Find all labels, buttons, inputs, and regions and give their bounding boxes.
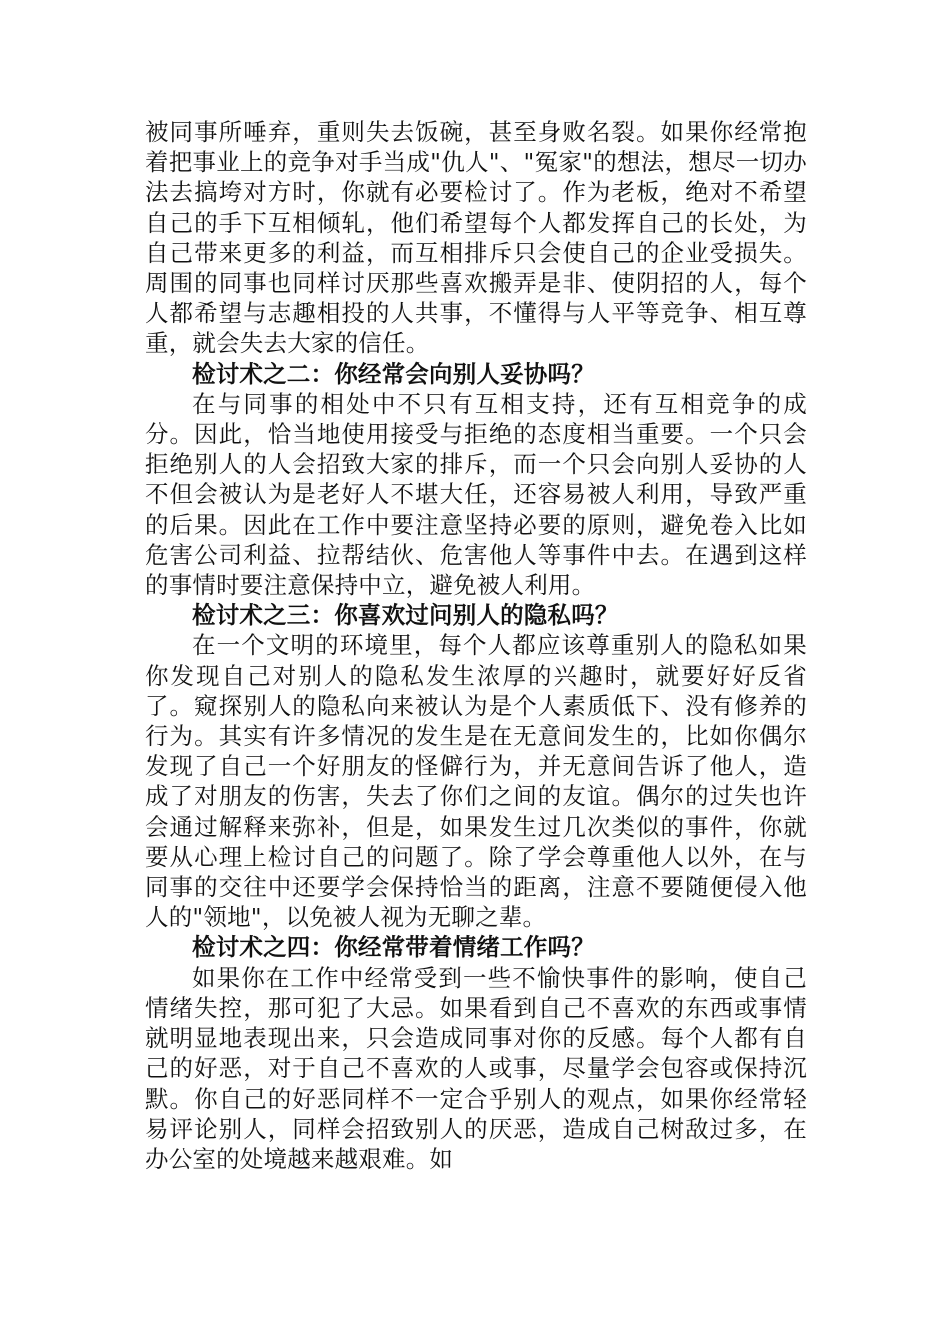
section-body-2: 在与同事的相处中不只有互相支持，还有互相竞争的成分。因此，恰当地使用接受与拒绝的态度相当重要。一个只会拒绝别人的人会招致大家的排斥，而一个只会向别人妥协的人不但会被认为是老好人不堪大任，还容易被人利用，导致严重的后果。因此在工作中要注意坚持必要的原则，避免卷入比如危害公司利益、拉帮结伙、危害他人等事件中去。在遇到这样的事情时要注意保持中立，避免被人利用。 (145, 389, 807, 600)
document-page (145, 117, 807, 1174)
section-heading-4: 检讨术之四：你经常带着情绪工作吗？ (192, 933, 595, 962)
section-heading-2: 检讨术之二：你经常会向别人妥协吗？ (192, 359, 595, 388)
section-body-3: 在一个文明的环境里，每个人都应该尊重别人的隐私如果你发现自己对别人的隐私发生浓厚的兴趣时，就要好好反省了。窥探别人的隐私向来被认为是个人素质低下、没有修养的行为。其实有许多情况的发生是在无意间发生的，比如你偶尔发现了自己一个好朋友的怪僻行为，并无意间告诉了他人，造成了对朋友的伤害，失去了你们之间的友谊。偶尔的过失也许会通过解释来弥补，但是，如果发生过几次类似的事件，你就要从心理上检讨自己的问题了。除了学会尊重他人以外，在与同事的交往中还要学会保持恰当的距离，注意不要随便侵入他人的"领地"，以免被人视为无聊之辈。 (145, 631, 807, 932)
section-body-4: 如果你在工作中经常受到一些不愉快事件的影响，使自己情绪失控，那可犯了大忌。如果看到自己不喜欢的东西或事情就明显地表现出来，只会造成同事对你的反感。每个人都有自己的好恶，对于自己不喜欢的人或事，尽量学会包容或保持沉默。你自己的好恶同样不一定合乎别人的观点，如果你经常轻易评论别人，同样会招致别人的厌恶，造成自己树敌过多，在办公室的处境越来越艰难。如 (145, 963, 807, 1173)
section-heading-3: 检讨术之三：你喜欢过问别人的隐私吗？ (192, 601, 619, 630)
intro-paragraph: 被同事所唾弃，重则失去饭碗，甚至身败名裂。如果你经常抱着把事业上的竞争对手当成"仇人"、"冤家"的想法，想尽一切办法去搞垮对方时，你就有必要检讨了。作为老板，绝对不希望自己的手下互相倾轧，他们希望每个人都发挥自己的长处，为自己带来更多的利益，而互相排斥只会使自己的企业受损失。周围的同事也同样讨厌那些喜欢搬弄是非、使阴招的人，每个人都希望与志趣相投的人共事，不懂得与人平等竞争、相互尊重，就会失去大家的信任。 (145, 118, 807, 358)
